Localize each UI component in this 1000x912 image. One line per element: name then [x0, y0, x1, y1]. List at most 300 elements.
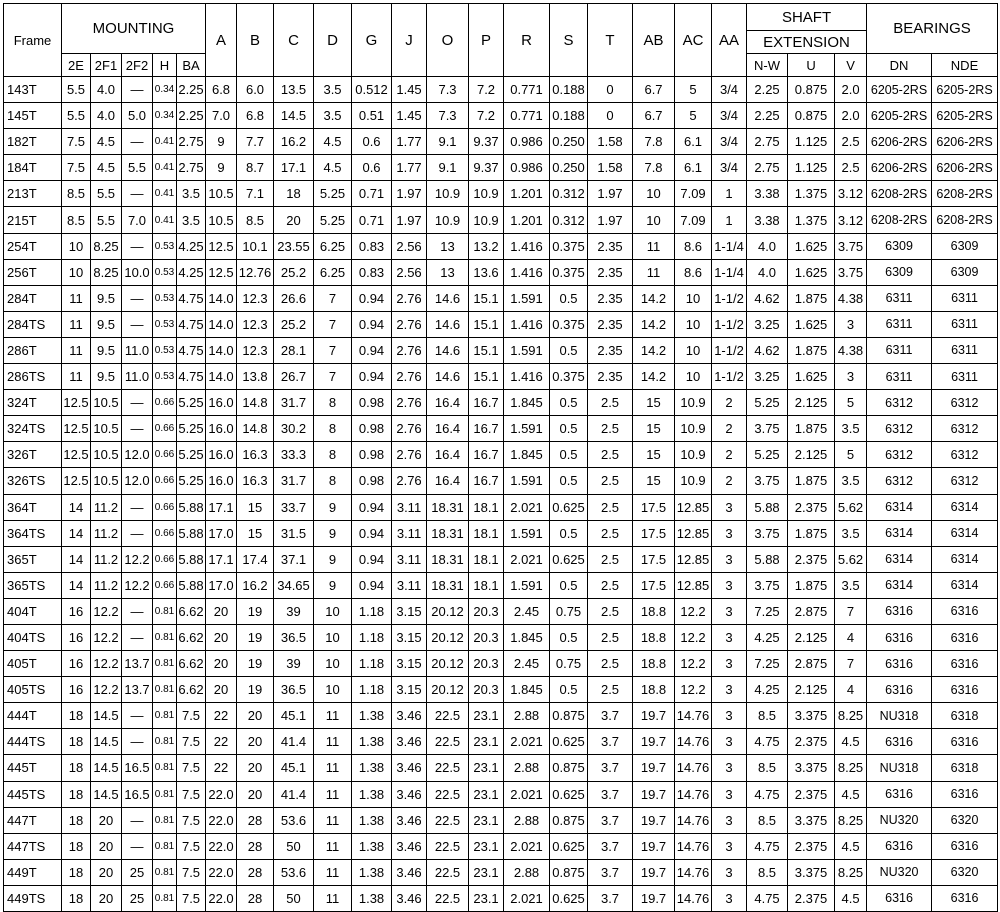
cell-s: 0.625 [550, 494, 588, 520]
cell-p: 13.2 [469, 233, 504, 259]
cell-aa: 1-1/4 [712, 233, 747, 259]
cell-ac: 6.1 [675, 155, 712, 181]
cell-ab: 7.8 [633, 129, 675, 155]
cell-2f2: 12.2 [122, 572, 153, 598]
cell-d: 7 [314, 285, 352, 311]
cell-b: 28 [237, 807, 274, 833]
cell-c: 36.5 [274, 624, 314, 650]
cell-g: 0.83 [352, 259, 392, 285]
table-row [4, 416, 998, 442]
cell-2f1: 10.5 [91, 416, 122, 442]
cell-u: 3.375 [788, 807, 835, 833]
cell-j: 2.76 [392, 390, 427, 416]
cell-j: 3.15 [392, 651, 427, 677]
cell-g: 0.6 [352, 155, 392, 181]
cell-nw: 4.0 [747, 233, 788, 259]
cell-frame: 254T [4, 233, 62, 259]
cell-r: 1.416 [504, 311, 550, 337]
cell-b: 16.2 [237, 572, 274, 598]
cell-o: 13 [427, 259, 469, 285]
shaft-header-line2: EXTENSION [747, 31, 867, 54]
dim-header-o: O [427, 4, 469, 77]
mount-sub-2f1: 2F1 [91, 54, 122, 77]
cell-nde: 6311 [932, 311, 998, 337]
cell-s: 0.5 [550, 390, 588, 416]
cell-t: 2.35 [588, 364, 633, 390]
cell-ac: 12.85 [675, 520, 712, 546]
cell-r: 0.986 [504, 129, 550, 155]
cell-2e: 14 [62, 494, 91, 520]
cell-aa: 3 [712, 781, 747, 807]
cell-r: 0.986 [504, 155, 550, 181]
cell-ac: 8.6 [675, 233, 712, 259]
cell-ba: 3.5 [177, 207, 206, 233]
cell-d: 11 [314, 703, 352, 729]
cell-a: 10.5 [206, 181, 237, 207]
cell-frame: 324TS [4, 416, 62, 442]
cell-dn: 6316 [867, 598, 932, 624]
cell-dn: 6208-2RS [867, 181, 932, 207]
table-row [4, 546, 998, 572]
cell-o: 20.12 [427, 624, 469, 650]
cell-b: 28 [237, 859, 274, 885]
cell-c: 18 [274, 181, 314, 207]
cell-d: 7 [314, 311, 352, 337]
cell-u: 0.875 [788, 103, 835, 129]
cell-b: 13.8 [237, 364, 274, 390]
table-row [4, 468, 998, 494]
cell-ac: 10.9 [675, 416, 712, 442]
cell-t: 2.35 [588, 285, 633, 311]
cell-ba: 7.5 [177, 781, 206, 807]
cell-ba: 6.62 [177, 598, 206, 624]
cell-nde: 6316 [932, 781, 998, 807]
cell-2e: 14 [62, 572, 91, 598]
cell-a: 22 [206, 729, 237, 755]
cell-t: 3.7 [588, 755, 633, 781]
cell-2f1: 11.2 [91, 494, 122, 520]
cell-2f2: 13.7 [122, 677, 153, 703]
table-body [4, 77, 998, 912]
cell-c: 53.6 [274, 807, 314, 833]
cell-g: 0.94 [352, 494, 392, 520]
cell-frame: 449T [4, 859, 62, 885]
cell-r: 2.88 [504, 859, 550, 885]
cell-2f2: 12.0 [122, 468, 153, 494]
cell-o: 14.6 [427, 311, 469, 337]
cell-c: 39 [274, 598, 314, 624]
cell-a: 20 [206, 677, 237, 703]
cell-j: 2.56 [392, 259, 427, 285]
cell-ab: 19.7 [633, 729, 675, 755]
cell-dn: 6314 [867, 546, 932, 572]
cell-g: 0.94 [352, 520, 392, 546]
table-row [4, 390, 998, 416]
cell-frame: 184T [4, 155, 62, 181]
cell-o: 7.3 [427, 77, 469, 103]
cell-r: 2.88 [504, 755, 550, 781]
cell-d: 9 [314, 572, 352, 598]
cell-r: 2.45 [504, 598, 550, 624]
cell-d: 8 [314, 390, 352, 416]
cell-nde: 6316 [932, 598, 998, 624]
cell-ac: 12.2 [675, 598, 712, 624]
dim-header-a: A [206, 4, 237, 77]
cell-d: 11 [314, 885, 352, 911]
cell-s: 0.375 [550, 259, 588, 285]
cell-a: 22.0 [206, 807, 237, 833]
cell-nde: 6318 [932, 703, 998, 729]
cell-2e: 7.5 [62, 129, 91, 155]
cell-aa: 3 [712, 494, 747, 520]
cell-frame: 143T [4, 77, 62, 103]
dim-header-p: P [469, 4, 504, 77]
cell-ba: 6.62 [177, 624, 206, 650]
mount-sub-2e: 2E [62, 54, 91, 77]
cell-dn: 6206-2RS [867, 155, 932, 181]
cell-a: 22.0 [206, 833, 237, 859]
cell-u: 2.375 [788, 546, 835, 572]
cell-g: 0.94 [352, 364, 392, 390]
table-row [4, 155, 998, 181]
cell-j: 3.11 [392, 520, 427, 546]
cell-dn: 6316 [867, 729, 932, 755]
frame-dimensions-table [3, 3, 998, 912]
cell-c: 28.1 [274, 337, 314, 363]
cell-dn: 6311 [867, 364, 932, 390]
cell-d: 8 [314, 468, 352, 494]
cell-v: 3.12 [835, 207, 867, 233]
cell-ba: 7.5 [177, 807, 206, 833]
cell-nde: 6208-2RS [932, 207, 998, 233]
cell-g: 1.18 [352, 624, 392, 650]
cell-nw: 2.75 [747, 155, 788, 181]
cell-a: 14.0 [206, 285, 237, 311]
cell-nde: 6320 [932, 859, 998, 885]
cell-c: 31.7 [274, 468, 314, 494]
cell-b: 28 [237, 833, 274, 859]
cell-frame: 447T [4, 807, 62, 833]
shaft-sub-u: U [788, 54, 835, 77]
table-row [4, 364, 998, 390]
cell-2f1: 14.5 [91, 729, 122, 755]
cell-nw: 7.25 [747, 598, 788, 624]
cell-d: 4.5 [314, 129, 352, 155]
cell-nde: 6312 [932, 416, 998, 442]
cell-a: 7.0 [206, 103, 237, 129]
cell-b: 20 [237, 703, 274, 729]
cell-s: 0.625 [550, 885, 588, 911]
cell-p: 15.1 [469, 311, 504, 337]
cell-2e: 18 [62, 807, 91, 833]
cell-t: 3.7 [588, 807, 633, 833]
cell-s: 0.250 [550, 155, 588, 181]
cell-ba: 7.5 [177, 755, 206, 781]
cell-t: 2.5 [588, 494, 633, 520]
cell-r: 1.845 [504, 677, 550, 703]
cell-b: 8.7 [237, 155, 274, 181]
cell-r: 2.88 [504, 807, 550, 833]
cell-2f2: 5.5 [122, 155, 153, 181]
cell-t: 3.7 [588, 859, 633, 885]
cell-frame: 286T [4, 337, 62, 363]
cell-a: 16.0 [206, 442, 237, 468]
cell-p: 16.7 [469, 442, 504, 468]
cell-a: 6.8 [206, 77, 237, 103]
bearing-sub-dn: DN [867, 54, 932, 77]
cell-a: 12.5 [206, 233, 237, 259]
cell-g: 1.18 [352, 651, 392, 677]
cell-p: 7.2 [469, 103, 504, 129]
cell-p: 7.2 [469, 77, 504, 103]
cell-ba: 4.75 [177, 337, 206, 363]
cell-u: 1.375 [788, 181, 835, 207]
cell-o: 7.3 [427, 103, 469, 129]
cell-t: 2.5 [588, 442, 633, 468]
cell-o: 16.4 [427, 468, 469, 494]
cell-nw: 4.25 [747, 677, 788, 703]
cell-nw: 4.75 [747, 729, 788, 755]
cell-h: 0.53 [153, 311, 177, 337]
cell-g: 1.38 [352, 885, 392, 911]
cell-h: 0.41 [153, 207, 177, 233]
cell-j: 3.11 [392, 546, 427, 572]
cell-g: 0.98 [352, 468, 392, 494]
cell-ba: 7.5 [177, 833, 206, 859]
cell-aa: 2 [712, 390, 747, 416]
cell-2f1: 14.5 [91, 755, 122, 781]
cell-p: 20.3 [469, 598, 504, 624]
cell-nde: 6318 [932, 755, 998, 781]
cell-aa: 1-1/4 [712, 259, 747, 285]
cell-ab: 10 [633, 207, 675, 233]
cell-v: 3.75 [835, 259, 867, 285]
cell-2f1: 9.5 [91, 311, 122, 337]
cell-g: 0.6 [352, 129, 392, 155]
cell-s: 0.250 [550, 129, 588, 155]
cell-u: 2.375 [788, 729, 835, 755]
dim-header-t: T [588, 4, 633, 77]
cell-s: 0.5 [550, 442, 588, 468]
cell-dn: 6208-2RS [867, 207, 932, 233]
dim-header-b: B [237, 4, 274, 77]
cell-c: 17.1 [274, 155, 314, 181]
cell-g: 0.83 [352, 233, 392, 259]
cell-ab: 14.2 [633, 311, 675, 337]
cell-ba: 5.25 [177, 442, 206, 468]
cell-r: 1.416 [504, 233, 550, 259]
cell-nde: 6314 [932, 520, 998, 546]
dim-header-s: S [550, 4, 588, 77]
cell-o: 16.4 [427, 442, 469, 468]
cell-ab: 19.7 [633, 833, 675, 859]
cell-o: 18.31 [427, 546, 469, 572]
cell-s: 0.5 [550, 337, 588, 363]
cell-v: 2.0 [835, 77, 867, 103]
cell-aa: 1 [712, 207, 747, 233]
cell-2e: 10 [62, 233, 91, 259]
cell-c: 31.7 [274, 390, 314, 416]
cell-2e: 18 [62, 781, 91, 807]
cell-h: 0.81 [153, 755, 177, 781]
cell-2f2: 11.0 [122, 364, 153, 390]
cell-h: 0.81 [153, 624, 177, 650]
cell-p: 16.7 [469, 416, 504, 442]
cell-d: 11 [314, 807, 352, 833]
table-row [4, 885, 998, 911]
cell-2f1: 10.5 [91, 468, 122, 494]
cell-ac: 5 [675, 103, 712, 129]
cell-o: 22.5 [427, 729, 469, 755]
cell-p: 23.1 [469, 781, 504, 807]
cell-t: 1.58 [588, 129, 633, 155]
table-row [4, 859, 998, 885]
cell-ab: 11 [633, 233, 675, 259]
table-row [4, 311, 998, 337]
cell-p: 15.1 [469, 285, 504, 311]
cell-c: 25.2 [274, 259, 314, 285]
mounting-header: MOUNTING [62, 4, 206, 54]
cell-2f1: 4.0 [91, 77, 122, 103]
cell-r: 2.45 [504, 651, 550, 677]
cell-g: 0.94 [352, 285, 392, 311]
cell-s: 0.188 [550, 77, 588, 103]
cell-frame: 215T [4, 207, 62, 233]
cell-ba: 5.88 [177, 572, 206, 598]
cell-b: 6.0 [237, 77, 274, 103]
cell-s: 0.625 [550, 729, 588, 755]
cell-c: 34.65 [274, 572, 314, 598]
cell-ac: 10 [675, 337, 712, 363]
cell-u: 1.875 [788, 416, 835, 442]
cell-h: 0.41 [153, 155, 177, 181]
cell-j: 2.76 [392, 337, 427, 363]
cell-ba: 6.62 [177, 677, 206, 703]
cell-s: 0.875 [550, 703, 588, 729]
cell-2e: 18 [62, 755, 91, 781]
cell-b: 6.8 [237, 103, 274, 129]
cell-v: 7 [835, 651, 867, 677]
table-row [4, 285, 998, 311]
cell-u: 1.625 [788, 311, 835, 337]
cell-g: 0.98 [352, 442, 392, 468]
cell-aa: 3 [712, 755, 747, 781]
cell-d: 10 [314, 651, 352, 677]
cell-g: 0.512 [352, 77, 392, 103]
cell-dn: 6316 [867, 833, 932, 859]
cell-2f2: — [122, 416, 153, 442]
cell-u: 1.125 [788, 155, 835, 181]
cell-frame: 182T [4, 129, 62, 155]
cell-h: 0.41 [153, 129, 177, 155]
cell-r: 0.771 [504, 77, 550, 103]
cell-b: 19 [237, 651, 274, 677]
cell-2f1: 20 [91, 807, 122, 833]
cell-frame: 326TS [4, 468, 62, 494]
cell-j: 1.77 [392, 129, 427, 155]
cell-r: 2.88 [504, 703, 550, 729]
cell-2f2: 11.0 [122, 337, 153, 363]
cell-g: 0.94 [352, 572, 392, 598]
cell-j: 3.46 [392, 729, 427, 755]
cell-v: 5 [835, 390, 867, 416]
cell-2e: 11 [62, 364, 91, 390]
cell-2f1: 14.5 [91, 781, 122, 807]
cell-g: 1.38 [352, 859, 392, 885]
table-row [4, 572, 998, 598]
cell-r: 1.201 [504, 181, 550, 207]
cell-g: 1.38 [352, 833, 392, 859]
cell-2f2: — [122, 181, 153, 207]
cell-h: 0.81 [153, 833, 177, 859]
cell-aa: 3/4 [712, 155, 747, 181]
cell-nw: 3.75 [747, 520, 788, 546]
cell-t: 2.5 [588, 651, 633, 677]
cell-2f1: 12.2 [91, 598, 122, 624]
cell-a: 22 [206, 755, 237, 781]
cell-ac: 14.76 [675, 885, 712, 911]
cell-aa: 3 [712, 729, 747, 755]
cell-c: 36.5 [274, 677, 314, 703]
cell-frame: 365T [4, 546, 62, 572]
mount-sub-h: H [153, 54, 177, 77]
cell-ab: 18.8 [633, 677, 675, 703]
table-row [4, 703, 998, 729]
cell-2f2: 16.5 [122, 755, 153, 781]
cell-2e: 16 [62, 598, 91, 624]
cell-v: 4.38 [835, 285, 867, 311]
cell-nw: 8.5 [747, 859, 788, 885]
cell-t: 2.35 [588, 259, 633, 285]
cell-d: 11 [314, 833, 352, 859]
dim-header-g: G [352, 4, 392, 77]
cell-ac: 14.76 [675, 781, 712, 807]
cell-t: 2.35 [588, 233, 633, 259]
mount-sub-2f2: 2F2 [122, 54, 153, 77]
cell-s: 0.312 [550, 181, 588, 207]
cell-u: 2.125 [788, 677, 835, 703]
cell-h: 0.81 [153, 885, 177, 911]
cell-b: 15 [237, 494, 274, 520]
table-row [4, 677, 998, 703]
cell-ac: 7.09 [675, 207, 712, 233]
cell-p: 15.1 [469, 364, 504, 390]
cell-o: 22.5 [427, 859, 469, 885]
cell-2f1: 4.0 [91, 103, 122, 129]
cell-aa: 1-1/2 [712, 337, 747, 363]
cell-2f2: — [122, 390, 153, 416]
cell-h: 0.53 [153, 233, 177, 259]
dim-header-ac: AC [675, 4, 712, 77]
cell-o: 10.9 [427, 207, 469, 233]
cell-ba: 6.62 [177, 651, 206, 677]
cell-r: 2.021 [504, 833, 550, 859]
cell-h: 0.53 [153, 259, 177, 285]
cell-p: 10.9 [469, 181, 504, 207]
cell-j: 3.15 [392, 677, 427, 703]
cell-s: 0.75 [550, 651, 588, 677]
bearing-sub-nde: NDE [932, 54, 998, 77]
cell-aa: 3 [712, 520, 747, 546]
cell-dn: 6311 [867, 311, 932, 337]
cell-2f1: 11.2 [91, 546, 122, 572]
cell-c: 30.2 [274, 416, 314, 442]
cell-ab: 15 [633, 390, 675, 416]
cell-ac: 12.2 [675, 651, 712, 677]
cell-v: 3 [835, 311, 867, 337]
cell-h: 0.81 [153, 859, 177, 885]
cell-dn: 6309 [867, 233, 932, 259]
